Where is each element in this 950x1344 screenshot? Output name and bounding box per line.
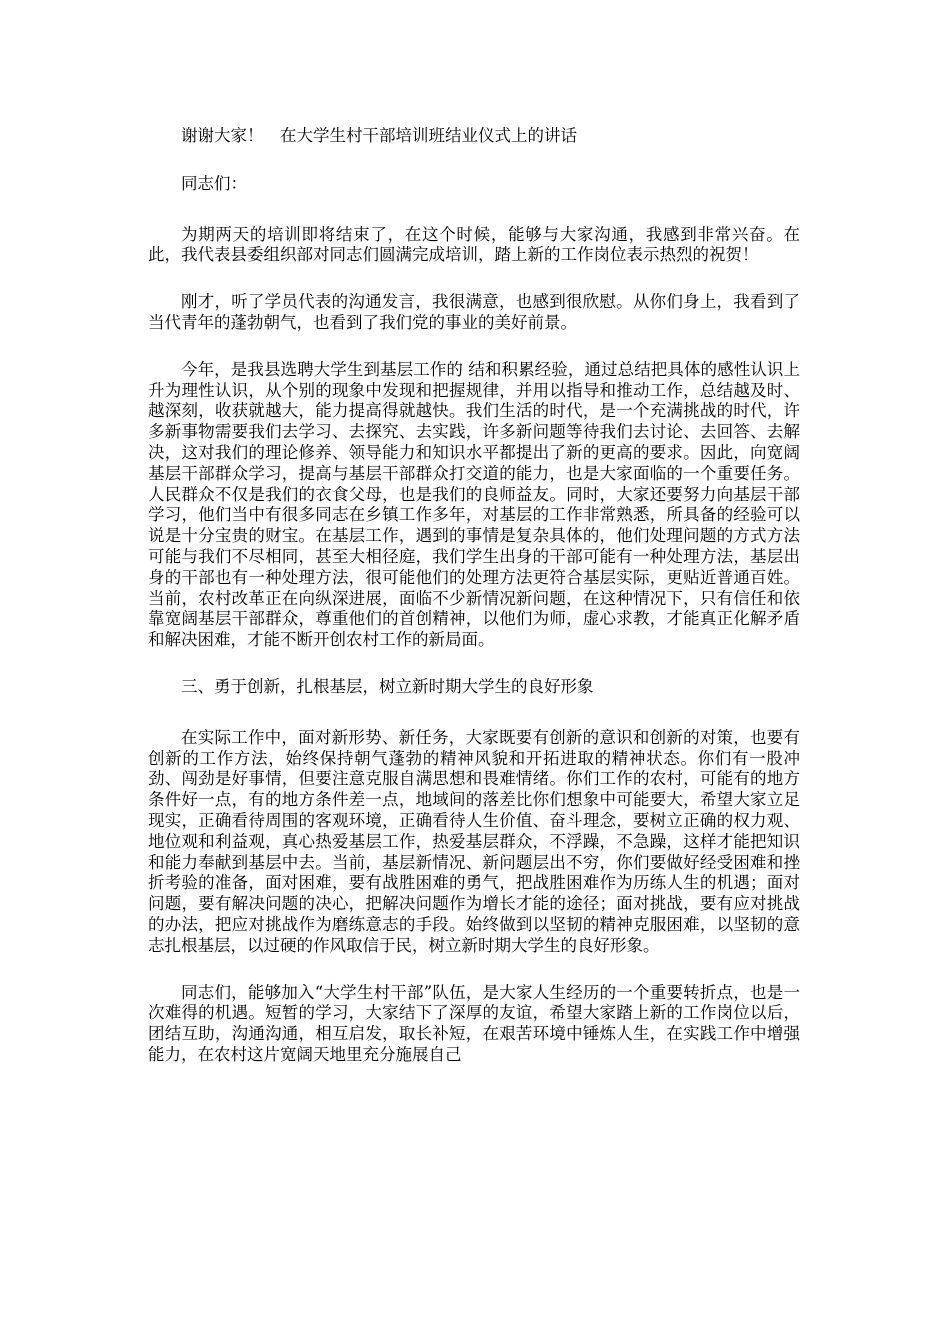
document-page [148, 126, 800, 1092]
salutation: 同志们： [181, 173, 247, 193]
paragraph: 同志们，能够加入“大学生村干部”队伍，是大家人生经历的一个重要转折点，也是一次难得的机遇。短暂的学习，大家结下了深厚的友谊，希望大家踏上新的工作岗位以后，团结互助，沟通沟通，相互启发，取长补短，在艰苦环境中锤炼人生，在实践工作中增强能力，在农村这片宽阔天地里充分施展自己 [148, 982, 800, 1064]
paragraph: 刚才，听了学员代表的沟通发言，我很满意，也感到很欣慰。从你们身上，我看到了当代青年的蓬勃朝气，也看到了我们党的事业的美好前景。 [148, 292, 800, 332]
document-title: 谢谢大家！ 在大学生村干部培训班结业仪式上的讲话 [181, 126, 577, 145]
paragraph: 为期两天的培训即将结束了，在这个时候，能够与大家沟通，我感到非常兴奋。在此，我代表县委组织部对同志们圆满完成培训，踏上新的工作岗位表示热烈的祝贺！ [148, 224, 800, 265]
paragraph: 今年，是我县选聘大学生到基层工作的 结和积累经验，通过总结把具体的感性认识上升为理性认识，从个别的现象中发现和把握规律，并用以指导和推动工作，总结越及时、越深刻，收获就越大，能力提高得就越快。我们生活的时代，是一个充满挑战的时代，许多新事物需要我们去学习、去探究、去实践，许多新问题等待我们去讨论、去回答、去解决，这对我们的理论修养、领导能力和知识水平都提出了新的更高的要求。因此，向宽阔基层干部群众学习，提高与基层干部群众打交道的能力，也是大家面临的一个重要任务。人民群众不仅是我们的衣食父母，也是我们的良师益友。同时，大家还要努力向基层干部学习，他们当中有很多同志在乡镇工作多年，对基层的工作非常熟悉，所具备的经验可以说是十分宝贵的财宝。在基层工作，遇到的事情是复杂具体的，他们处理问题的方式方法可能与我们不尽相同，甚至大相径庭，我们学生出身的干部可能有一种处理方法，基层出身的干部也有一种处理方法，很可能他们的处理方法更符合基层实际，更贴近普通百姓。当前，农村改革正在向纵深进展，面临不少新情况新问题，在这种情况下，只有信任和依靠宽阔基层干部群众，尊重他们的首创精神，以他们为师，虚心求教，才能真正化解矛盾和解决困难，才能不断开创农村工作的新局面。 [148, 359, 800, 650]
section-heading: 三、勇于创新，扎根基层，树立新时期大学生的良好形象 [181, 676, 594, 696]
paragraph: 在实际工作中，面对新形势、新任务，大家既要有创新的意识和创新的对策，也要有创新的工作方法，始终保持朝气蓬勃的精神风貌和开拓进取的精神状态。你们有一股冲劲、闯劲是好事情，但要注意克服自满思想和畏难情绪。你们工作的农村，可能有的地方条件好一点，有的地方条件差一点，地域间的落差比你们想象中可能要大，希望大家立足现实，正确看待周围的客观环境，正确看待人生价值、奋斗理念，要树立正确的权力观、地位观和利益观，真心热爱基层工作，热爱基层群众，不浮躁，不急躁，这样才能把知识和能力奉献到基层中去。当前，基层新情况、新问题层出不穷，你们要做好经受困难和挫折考验的准备，面对困难，要有战胜困难的勇气，把战胜困难作为历练人生的机遇；面对问题，要有解决问题的决心，把解决问题作为增长才能的途径；面对挑战，要有应对挑战的办法，把应对挑战作为磨练意志的手段。始终做到以坚韧的精神克服困难，以坚韧的意志扎根基层，以过硬的作风取信于民，树立新时期大学生的良好形象。 [148, 727, 800, 955]
